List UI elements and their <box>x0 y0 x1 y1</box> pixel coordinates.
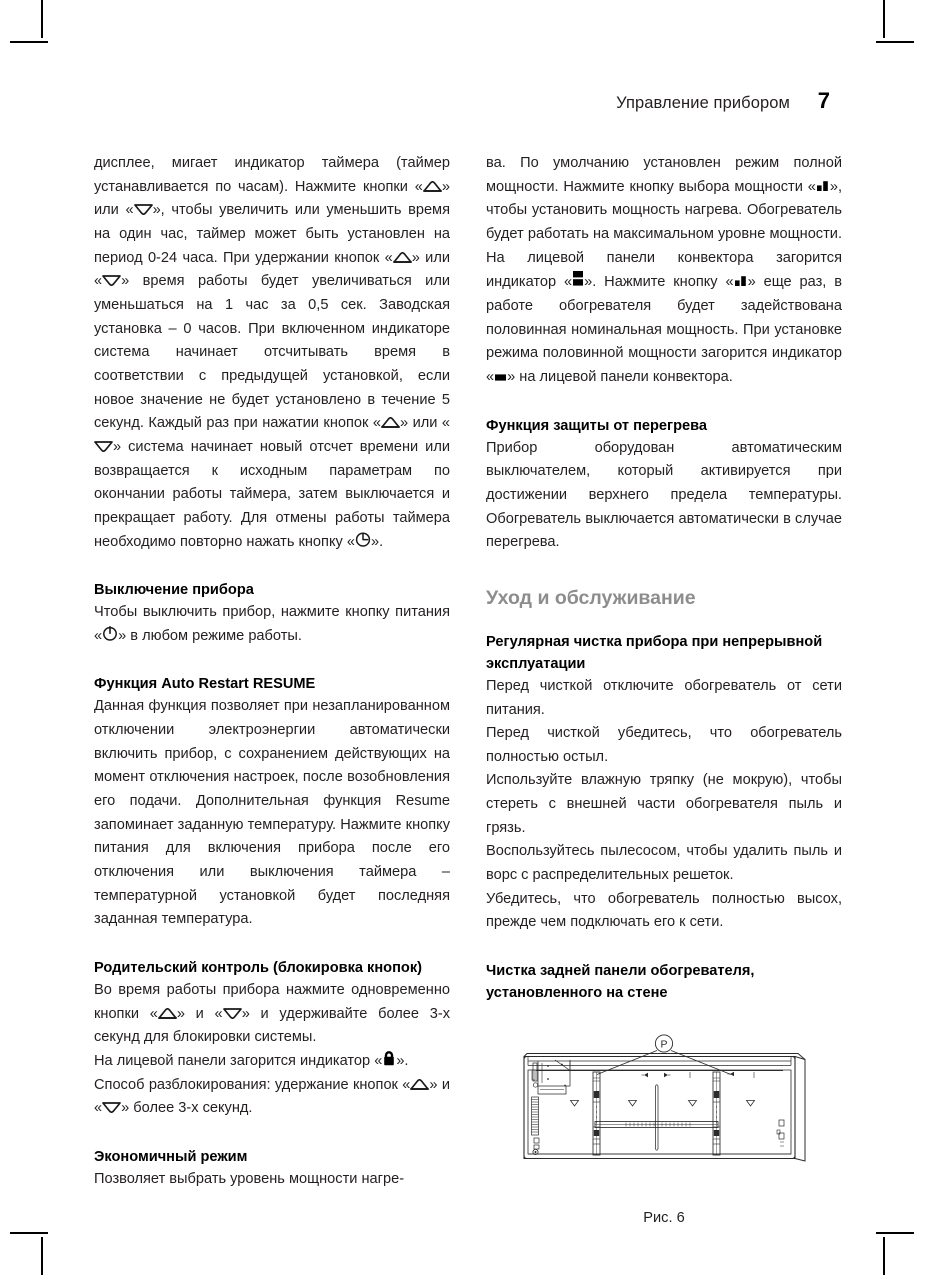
power-text-part-3: ». Нажмите кнопку « <box>584 274 734 291</box>
power-text-part-4: » еще раз, в работе обогревателя будет задействована половинная номинальная мощность. При установке режима половинной мощности загорится индикатор « <box>486 274 842 385</box>
running-head <box>0 88 830 114</box>
triangle-down-icon <box>102 1102 121 1113</box>
paragraph-child-lock-indicator <box>94 1050 450 1074</box>
timer-text-part-7: » система начинает новый отсчет времени или возвращается к исходным параметрам по окончании работы таймера, затем выключается и прекращает работу. Для отмены работы таймера необходимо повторно нажать кнопку « <box>94 438 450 550</box>
spacer <box>94 554 450 579</box>
spacer <box>94 1121 450 1146</box>
paragraph-cleaning-5: Убедитесь, что обогреватель полностью высох, прежде чем подключать его к сети. <box>486 890 842 931</box>
paragraph-cleaning-4: Воспользуйтесь пылесосом, чтобы удалить пыль и ворс с распределительных решеток. <box>486 843 842 884</box>
triangle-up-icon <box>423 181 442 192</box>
power-off-text-part-2: » в любом режиме работы. <box>118 627 302 644</box>
spacer <box>94 648 450 673</box>
indicator-half-icon <box>494 373 507 382</box>
triangle-up-icon <box>393 252 412 263</box>
triangle-up-icon <box>381 417 400 428</box>
triangle-down-icon <box>134 204 153 215</box>
paragraph-cleaning-1: Перед чисткой отключите обогреватель от сети питания. <box>486 677 842 718</box>
figure-caption: Рис. 6 <box>643 1210 685 1227</box>
child-lock-text-part-7: » и « <box>94 1076 450 1117</box>
paragraph-cleaning-2: Перед чисткой убедитесь, что обогреватель полностью остыл. <box>486 725 842 765</box>
timer-text-part-3: », чтобы увеличить или уменьшить время на один час, таймер может быть установлен на период 0-24 часа. При удержании кнопок « <box>94 202 450 266</box>
child-lock-text-part-4: На лицевой панели загорится индикатор « <box>94 1053 383 1069</box>
triangle-up-icon <box>158 1008 177 1019</box>
power-level-bars-icon <box>816 179 830 192</box>
paragraph-child-lock <box>94 979 450 1050</box>
spacer <box>486 390 842 415</box>
crop-mark-top-left-vertical <box>41 0 43 38</box>
figure-rear-panel <box>486 1034 842 1226</box>
heading-power-off: Выключение прибора <box>94 582 254 599</box>
heading-overheat-protection: Функция защиты от перегрева <box>486 417 708 434</box>
crop-mark-bottom-left-horizontal <box>10 1232 48 1234</box>
timer-clock-icon <box>355 531 371 547</box>
crop-mark-bottom-left-vertical <box>41 1237 43 1275</box>
left-column <box>94 152 450 1226</box>
crop-mark-top-right-vertical <box>883 0 885 38</box>
paragraph-power-off <box>94 601 450 648</box>
indicator-full-icon <box>572 270 584 287</box>
crop-mark-top-right-horizontal <box>876 41 914 43</box>
crop-mark-bottom-right-horizontal <box>876 1232 914 1234</box>
crop-mark-bottom-right-vertical <box>883 1237 885 1275</box>
triangle-down-icon <box>223 1008 242 1019</box>
child-lock-text-part-8: » более 3-х секунд. <box>121 1100 253 1117</box>
section-heading-care: Уход и обслуживание <box>486 586 696 609</box>
paragraph-cleaning-3: Используйте влажную тряпку (не мокрую), чтобы стереть с внешней части обогревателя пыль и грязь. <box>486 772 842 836</box>
spacer <box>486 555 842 585</box>
spacer <box>94 932 450 957</box>
heading-child-lock: Родительский контроль (блокировка кнопок) <box>94 960 422 977</box>
timer-text-part-1: дисплее, мигает индикатор таймера (таймер устанавливается по часам). Нажмите кнопки « <box>94 155 450 195</box>
page-number: 7 <box>817 88 830 113</box>
padlock-icon <box>382 1051 396 1066</box>
heading-auto-restart: Функция Auto Restart RESUME <box>94 676 316 693</box>
paragraph-overheat-protection: Прибор оборудован автоматическим выключателем, который активируется при достижении верхнего предела температуры. Обогреватель выключается автоматически в случае перегрева. <box>486 439 842 551</box>
power-text-part-2: », чтобы установить мощность нагрева. Обогреватель будет работать на максимальном уровне мощности. На лицевой панели конвектора загорится индикатор « <box>486 178 842 291</box>
heading-regular-cleaning: Регулярная чистка прибора при непрерывной эксплуатации <box>486 633 823 672</box>
child-lock-text-part-2: » и « <box>176 1005 223 1022</box>
child-lock-text-part-5: ». <box>396 1053 409 1069</box>
timer-text-part-6: » или « <box>399 415 450 432</box>
paragraph-eco-mode: Позволяет выбрать уровень мощности нагре- <box>94 1170 405 1187</box>
timer-text-part-5: » время работы будет увеличиваться или уменьшаться на 1 час за 0,5 сек. Заводская установка – 0 часов. При включенном индикаторе система начинает отсчитывать время в соответствии с предыдущей установкой, если новое значение не будет установлено в течение 5 секунд. Каждый раз при нажатии кнопок « <box>94 273 450 432</box>
timer-text-part-8: ». <box>370 533 384 550</box>
running-head-title: Управление прибором <box>616 94 790 112</box>
paragraph-child-lock-unlock <box>94 1074 450 1121</box>
child-lock-text-part-1: Во время работы прибора нажмите одновременно кнопки « <box>94 982 450 1022</box>
child-lock-text-part-6: Способ разблокирования: удержание кнопок « <box>94 1076 411 1093</box>
figure-rear-panel-drawing <box>514 1034 814 1196</box>
heading-rear-panel-cleaning: Чистка задней панели обогревателя, установленного на стене <box>486 963 755 1002</box>
triangle-down-icon <box>94 441 113 452</box>
power-icon <box>102 625 118 641</box>
figure-callout-label: P <box>660 1038 668 1051</box>
power-off-text-part-1: Чтобы выключить прибор, нажмите кнопку питания « <box>94 604 450 644</box>
right-column <box>486 152 842 1226</box>
paragraph-auto-restart: Данная функция позволяет при незапланированном отключении электроэнергии автоматически включить прибор, с сохранением действующих на момент отключения настроек, после возобновления его подачи. Дополнительная функция Resume запоминает заданную температуру. Нажмите кнопку питания для включения прибора после его отключения или выключения таймера – температурной установкой будет последняя заданная температура. <box>94 698 450 928</box>
child-lock-text-part-3: » и удерживайте более 3-х секунд для блокировки системы. <box>94 1005 450 1046</box>
page-body <box>94 152 842 1226</box>
crop-mark-top-left-horizontal <box>10 41 48 43</box>
triangle-down-icon <box>102 275 121 286</box>
timer-text-part-2: » или « <box>94 178 450 219</box>
power-text-part-5: » на лицевой панели конвектора. <box>507 368 733 385</box>
paragraph-timer <box>94 152 450 554</box>
power-text-part-1: ва. По умолчанию установлен режим полной мощности. Нажмите кнопку выбора мощности « <box>486 155 842 195</box>
triangle-up-icon <box>410 1079 429 1090</box>
paragraph-power-level <box>486 152 842 390</box>
spacer <box>486 935 842 960</box>
timer-text-part-4: » или « <box>94 249 450 290</box>
power-level-bars-icon <box>734 274 748 287</box>
heading-eco-mode: Экономичный режим <box>94 1148 248 1165</box>
spacer <box>486 611 842 631</box>
